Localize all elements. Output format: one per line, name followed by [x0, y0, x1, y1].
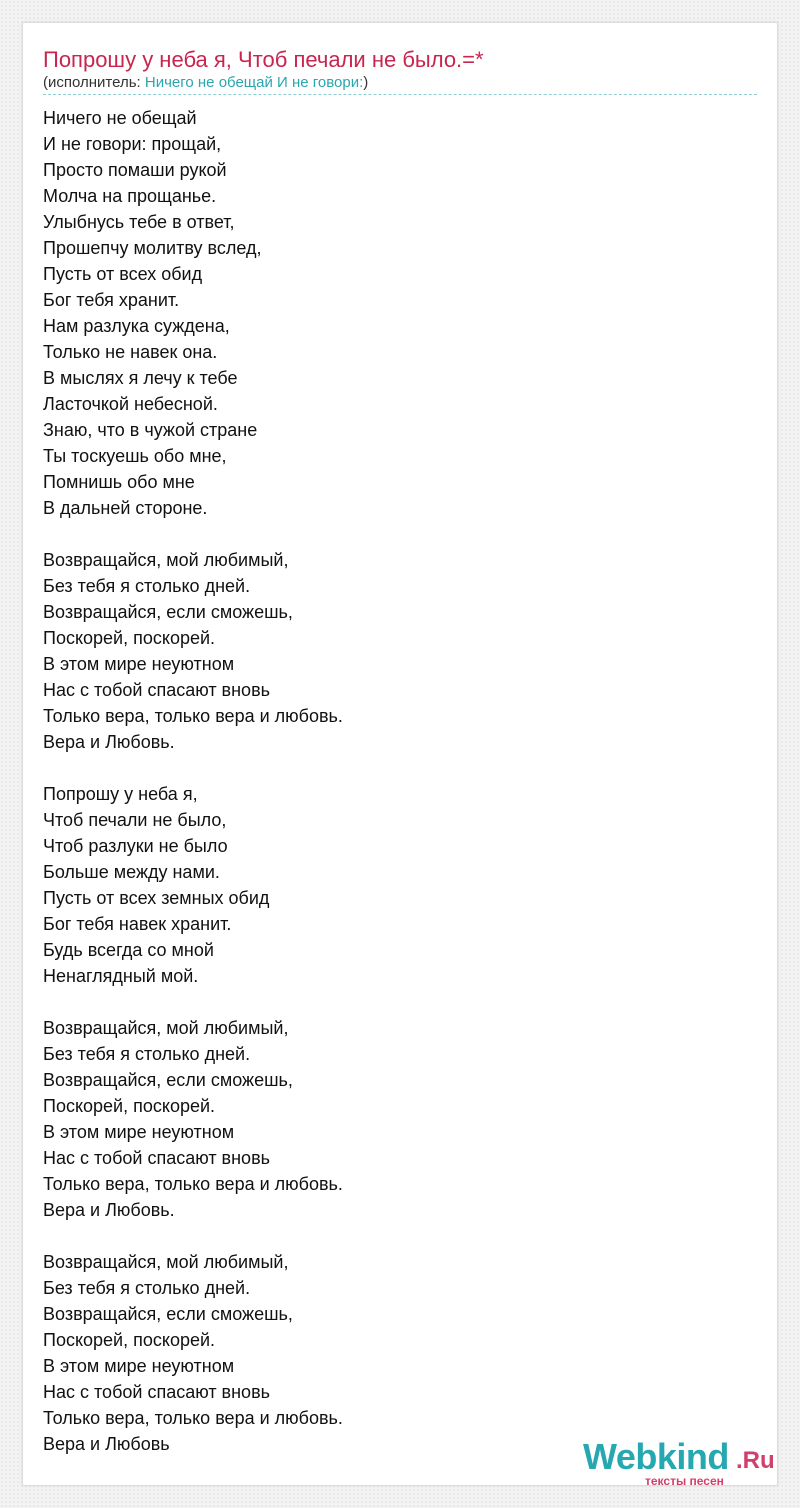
lyric-line: Нас с тобой спасают вновь — [43, 680, 271, 700]
lyric-line: Поскорей, поскорей. — [43, 1330, 216, 1350]
lyric-line: Попрошу у неба я, — [43, 784, 198, 804]
lyric-line: Нас с тобой спасают вновь — [43, 1148, 271, 1168]
lyric-line: Вера и Любовь — [43, 1434, 170, 1454]
lyric-line: Возвращайся, мой любимый, — [43, 1252, 289, 1272]
lyrics-stanza — [43, 105, 743, 521]
logo-main-text: Webkind — [583, 1436, 729, 1477]
lyric-line: Возвращайся, мой любимый, — [43, 1018, 289, 1038]
lyric-line: Чтоб печали не было, — [43, 810, 227, 830]
lyric-line: Без тебя я столько дней. — [43, 1278, 251, 1298]
lyric-line: Ничего не обещай — [43, 108, 197, 128]
artist-line — [43, 74, 368, 92]
lyric-line: В этом мире неуютном — [43, 654, 235, 674]
lyric-line: Пусть от всех обид — [43, 264, 203, 284]
lyric-line: Вера и Любовь. — [43, 1200, 175, 1220]
lyric-line: Возвращайся, если сможешь, — [43, 1070, 293, 1090]
artist-link[interactable]: Ничего не обещай И не говори: — [144, 74, 364, 91]
lyric-line: Нас с тобой спасают вновь — [43, 1382, 271, 1402]
lyrics-stanza — [43, 547, 743, 755]
lyrics-stanza — [43, 1015, 743, 1223]
lyric-line: Вера и Любовь. — [43, 732, 175, 752]
lyric-line: Возвращайся, если сможешь, — [43, 1304, 293, 1324]
artist-suffix: ) — [363, 74, 369, 91]
lyric-line: В этом мире неуютном — [43, 1356, 235, 1376]
lyric-line: Больше между нами. — [43, 862, 220, 882]
lyrics-stanza — [43, 781, 743, 989]
lyric-line: Возвращайся, если сможешь, — [43, 602, 293, 622]
lyric-line: Помнишь обо мне — [43, 472, 195, 492]
lyric-line: Молча на прощанье. — [43, 186, 217, 206]
lyric-line: Ласточкой небесной. — [43, 394, 218, 414]
lyric-line: В этом мире неуютном — [43, 1122, 235, 1142]
lyric-line: Ненаглядный мой. — [43, 966, 199, 986]
lyric-line: Нам разлука суждена, — [43, 316, 230, 336]
lyric-line: Прошепчу молитву вслед, — [43, 238, 262, 258]
lyric-line: Только вера, только вера и любовь. — [43, 706, 343, 726]
lyric-line: Пусть от всех земных обид — [43, 888, 270, 908]
lyric-line: Возвращайся, мой любимый, — [43, 550, 289, 570]
lyric-line: Только вера, только вера и любовь. — [43, 1174, 343, 1194]
lyric-line: В дальней стороне. — [43, 498, 208, 518]
logo-tld-text: .Ru — [736, 1447, 775, 1474]
lyric-line: Будь всегда со мной — [43, 940, 214, 960]
lyric-line: Бог тебя навек хранит. — [43, 914, 232, 934]
lyric-line: Ты тоскуешь обо мне, — [43, 446, 227, 466]
lyric-line: Без тебя я столько дней. — [43, 576, 251, 596]
lyric-line: Поскорей, поскорей. — [43, 1096, 216, 1116]
header-divider — [43, 94, 757, 95]
lyric-line: Просто помаши рукой — [43, 160, 227, 180]
lyric-line: Улыбнусь тебе в ответ, — [43, 212, 235, 232]
lyric-line: Бог тебя хранит. — [43, 290, 180, 310]
lyric-line: Без тебя я столько дней. — [43, 1044, 251, 1064]
lyrics-stanza — [43, 1249, 743, 1457]
song-title: Попрошу у неба я, Чтоб печали не было.=* — [43, 47, 484, 72]
webkind-logo[interactable] — [583, 1436, 783, 1488]
lyric-line: Чтоб разлуки не было — [43, 836, 228, 856]
lyric-line: Поскорей, поскорей. — [43, 628, 216, 648]
lyric-line: И не говори: прощай, — [43, 134, 222, 154]
lyric-line: Знаю, что в чужой стране — [43, 420, 258, 440]
lyric-line: Только вера, только вера и любовь. — [43, 1408, 343, 1428]
lyrics-card — [22, 22, 778, 1486]
lyric-line: В мыслях я лечу к тебе — [43, 368, 238, 388]
artist-prefix: (исполнитель: — [43, 74, 145, 91]
lyric-line: Только не навек она. — [43, 342, 218, 362]
lyrics-body — [43, 105, 743, 1483]
logo-tagline: тексты песен — [645, 1474, 724, 1488]
